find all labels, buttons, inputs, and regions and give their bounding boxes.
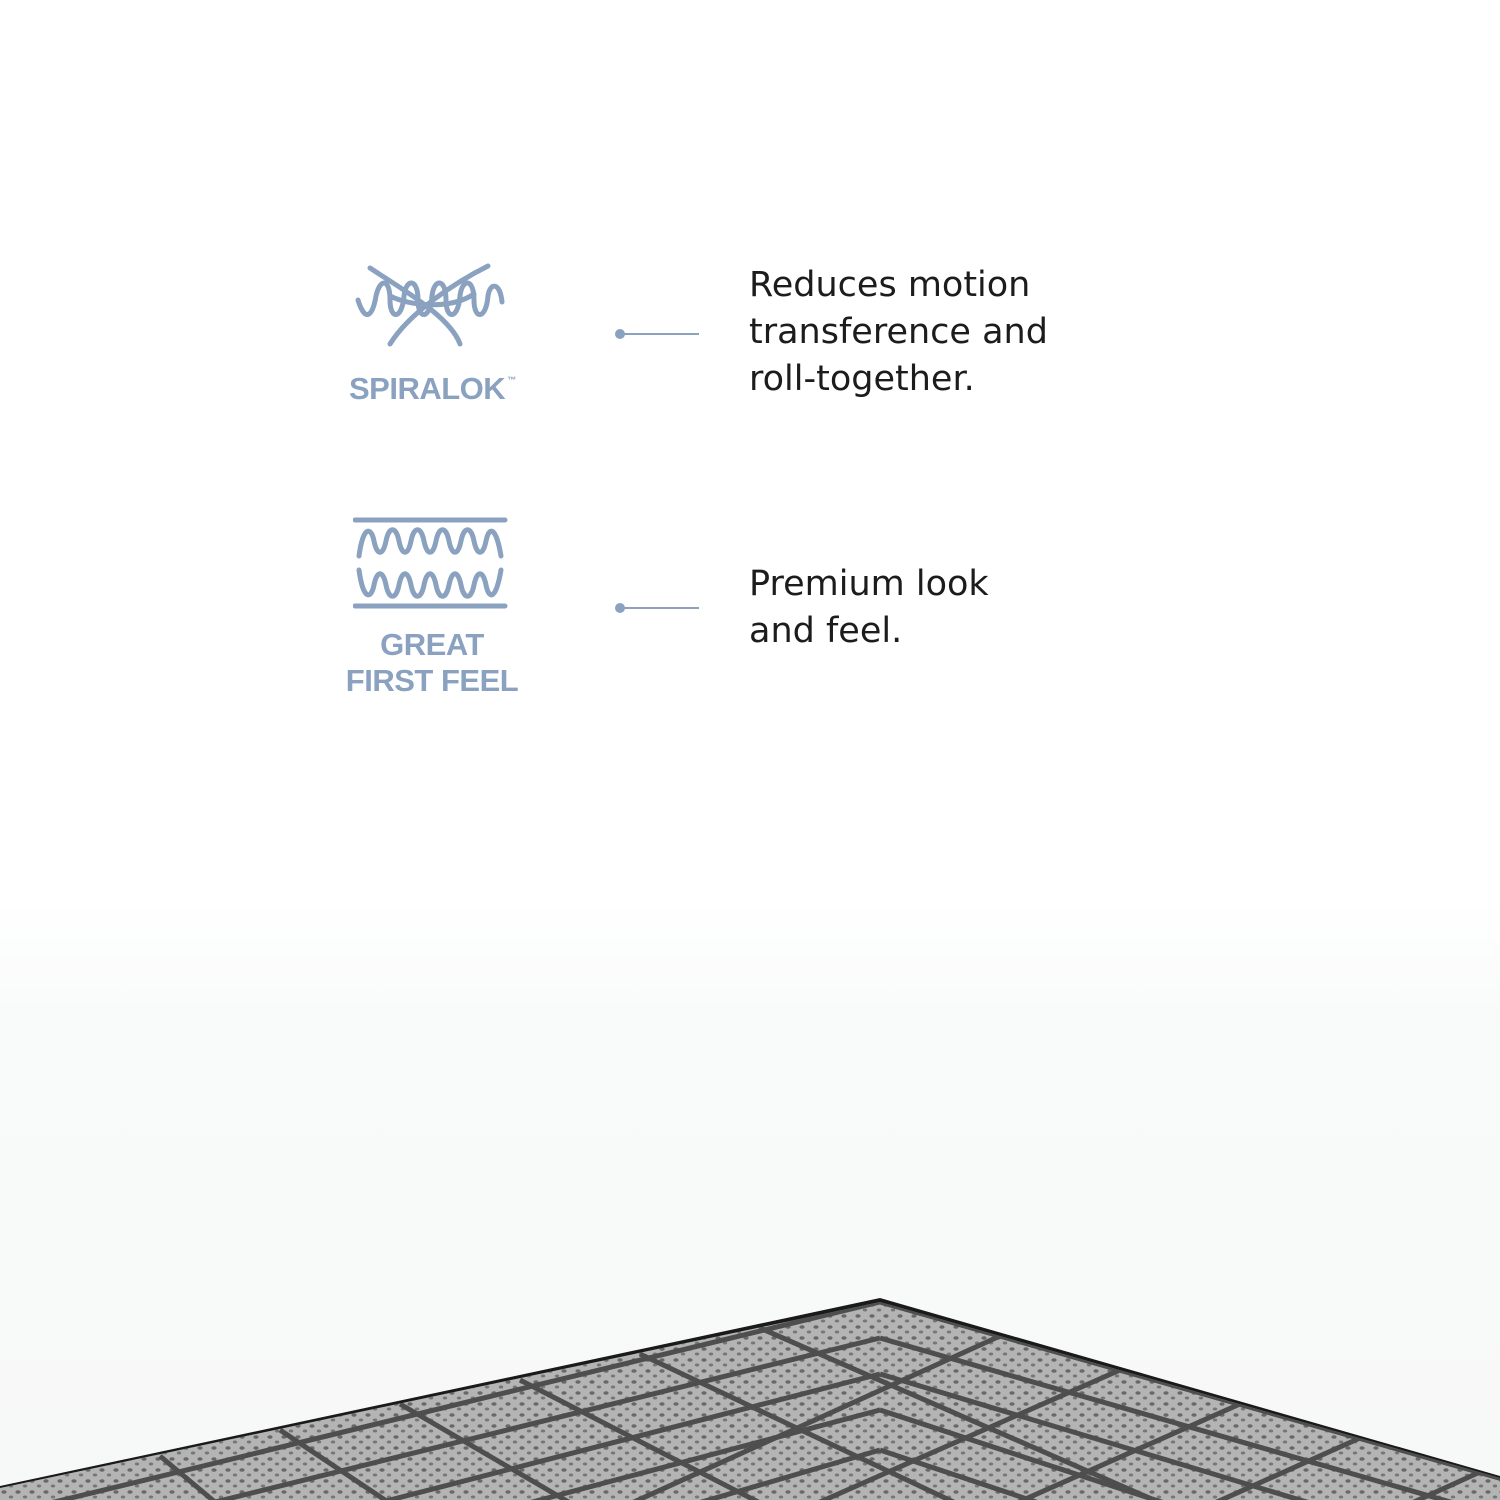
connector-line-1 xyxy=(615,329,701,339)
description-line: Reduces motion xyxy=(749,265,1031,305)
spiralok-label xyxy=(349,370,516,407)
mattress-image xyxy=(0,1290,1500,1500)
description-line: and feel. xyxy=(749,611,903,651)
trademark-symbol: ™ xyxy=(507,375,516,385)
great-first-feel-wave-icon xyxy=(353,516,508,612)
description-line: roll-together. xyxy=(749,359,975,399)
connector-rule xyxy=(620,607,699,609)
description-line: transference and xyxy=(749,312,1048,352)
description-line: Premium look xyxy=(749,564,989,604)
spiralok-description xyxy=(749,262,1129,403)
great-first-feel-label xyxy=(342,627,522,699)
label-line: GREAT xyxy=(380,627,484,662)
spiralok-coil-icon xyxy=(350,258,510,350)
spiralok-label-text: SPIRALOK xyxy=(349,371,506,406)
connector-line-2 xyxy=(615,603,701,613)
label-line: FIRST FEEL xyxy=(345,663,519,698)
connector-rule xyxy=(620,333,699,335)
great-first-feel-description xyxy=(749,561,1129,655)
